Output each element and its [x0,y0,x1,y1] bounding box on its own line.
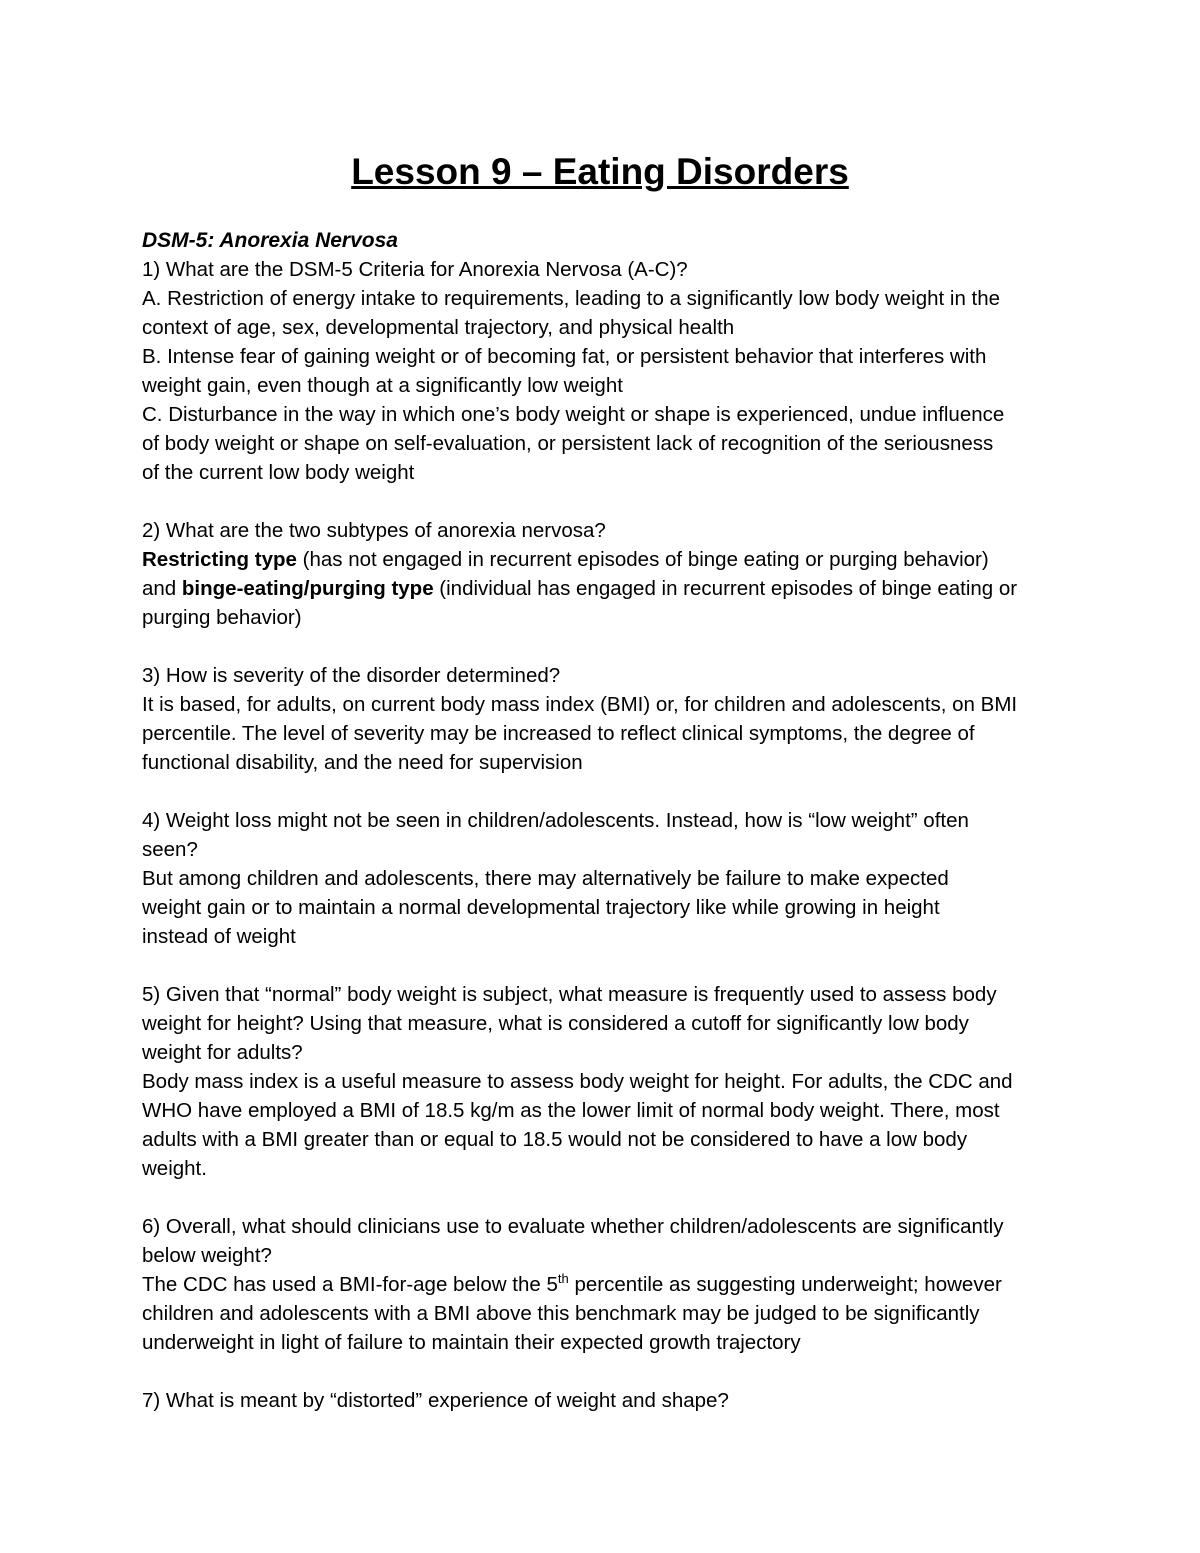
answer-1-line: A. Restriction of energy intake to requirements, leading to a significantly low body weight in the [142,287,1001,310]
question-1: 1) What are the DSM-5 Criteria for Anorexia Nervosa (A-C)? [142,258,688,281]
document-title: Lesson 9 – Eating Disorders [351,151,849,192]
binge-purging-type-term: binge-eating/purging type [181,577,434,600]
question-2: 2) What are the two subtypes of anorexia nervosa? [142,519,606,542]
question-4: seen? [142,838,198,861]
question-3: 3) How is severity of the disorder determined? [142,664,561,687]
answer-6-line: children and adolescents with a BMI above this benchmark may be judged to be significantly [142,1302,980,1325]
question-7: 7) What is meant by “distorted” experience of weight and shape? [142,1389,729,1412]
question-6: below weight? [142,1244,272,1267]
answer-1-line: B. Intense fear of gaining weight or of becoming fat, or persistent behavior that interferes with [142,345,987,368]
answer-5-line: Body mass index is a useful measure to assess body weight for height. For adults, the CDC and [142,1070,1013,1093]
answer-2-line: and binge-eating/purging type (individual has engaged in recurrent episodes of binge eating or [142,577,1018,600]
answer-1-line: context of age, sex, developmental trajectory, and physical health [142,316,735,339]
question-5: weight for adults? [142,1041,303,1064]
answer-3-line: It is based, for adults, on current body mass index (BMI) or, for children and adolescents, on BMI [142,693,1018,716]
answer-2-line: Restricting type (has not engaged in recurrent episodes of binge eating or purging behavior) [142,548,989,571]
question-4: 4) Weight loss might not be seen in children/adolescents. Instead, how is “low weight” often [142,809,969,832]
answer-3-line: functional disability, and the need for supervision [142,751,583,774]
answer-6-line: The CDC has used a BMI-for-age below the 5th percentile as suggesting underweight; however [142,1271,1002,1296]
document-body [142,226,1072,1415]
question-5: 5) Given that “normal” body weight is subject, what measure is frequently used to assess body [142,983,997,1006]
answer-5-line: weight. [142,1157,207,1180]
answer-2-line: purging behavior) [142,606,302,629]
answer-1-line: C. Disturbance in the way in which one’s body weight or shape is experienced, undue influence [142,403,1005,426]
answer-1-line: of body weight or shape on self-evaluation, or persistent lack of recognition of the seriousness [142,432,994,455]
answer-4-line: But among children and adolescents, there may alternatively be failure to make expected [142,867,949,890]
answer-5-line: WHO have employed a BMI of 18.5 kg/m as the lower limit of normal body weight. There, most [142,1099,1000,1122]
answer-6-line: underweight in light of failure to maintain their expected growth trajectory [142,1331,801,1354]
answer-5-line: adults with a BMI greater than or equal to 18.5 would not be considered to have a low body [142,1128,968,1151]
answer-1-line: weight gain, even though at a significantly low weight [142,374,623,397]
answer-4-line: instead of weight [142,925,296,948]
question-5: weight for height? Using that measure, what is considered a cutoff for significantly low body [142,1012,969,1035]
restricting-type-term: Restricting type [142,548,297,571]
section-heading: DSM-5: Anorexia Nervosa [142,229,398,252]
answer-1-line: of the current low body weight [142,461,415,484]
superscript-th: th [557,1271,569,1287]
answer-3-line: percentile. The level of severity may be increased to reflect clinical symptoms, the degree of [142,722,975,745]
question-6: 6) Overall, what should clinicians use to evaluate whether children/adolescents are significantly [142,1215,1004,1238]
answer-4-line: weight gain or to maintain a normal developmental trajectory like while growing in height [142,896,940,919]
